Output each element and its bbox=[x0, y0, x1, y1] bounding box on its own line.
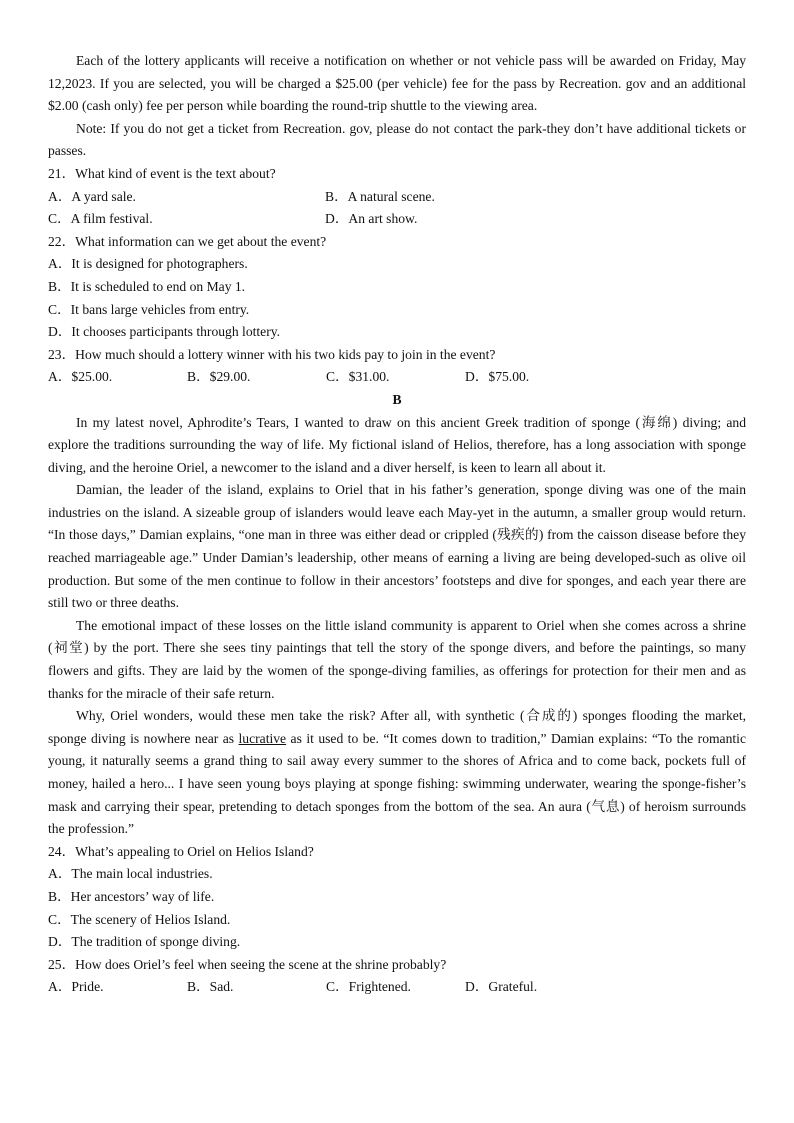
exam-page bbox=[48, 50, 746, 999]
passage-a-note: Note: If you do not get a ticket from Recreation. gov, please do not contact the park-they don’t have additional tickets or passes. bbox=[48, 120, 746, 159]
question-21-option-d: D．An art show. bbox=[325, 211, 418, 227]
question-22-option-d: D．It chooses participants through lottery. bbox=[48, 324, 281, 340]
passage-b-paragraph-4 bbox=[48, 705, 746, 841]
paragraph-4-text-before: Why, Oriel wonders, would these men take the risk? After all, with synthetic (合成的) sponges flooding the market, sponge diving is nowhere near as bbox=[48, 708, 746, 746]
question-23-option-a: A．$25.00. bbox=[48, 369, 113, 385]
question-23 bbox=[48, 344, 746, 389]
passage-b-paragraph-3: The emotional impact of these losses on the little island community is apparent to Oriel when she comes across a shrine (祠堂) by the port. There she sees tiny paintings that tell the story of the sponge divers, and before the paintings, so many flowers and gifts. They are laid by the women of the sponge-diving families, as offerings for protection for their men and as thanks for the miracle of their safe return. bbox=[48, 617, 746, 701]
question-22-option-b: B．It is scheduled to end on May 1. bbox=[48, 278, 246, 294]
section-b-heading: B bbox=[392, 391, 402, 407]
question-24-option-d: D．The tradition of sponge diving. bbox=[48, 934, 241, 950]
question-22-option-c: C．It bans large vehicles from entry. bbox=[48, 301, 250, 317]
question-23-option-c: C．$31.00. bbox=[326, 369, 390, 385]
question-25-stem: 25．How does Oriel’s feel when seeing the scene at the shrine probably? bbox=[48, 956, 447, 972]
passage-a-paragraph-1: Each of the lottery applicants will receive a notification on whether or not vehicle pass will be awarded on Friday, May 12,2023. If you are selected, you will be charged a $25.00 (per vehicle) fee for the pass by Recreation. gov and an additional $2.00 (cash only) fee per person while boarding the round-trip shuttle to the viewing area. bbox=[48, 53, 746, 114]
passage-b-paragraph-1: In my latest novel, Aphrodite’s Tears, I wanted to draw on this ancient Greek tradition of sponge (海绵) diving; and explore the traditions surrounding the way of life. My fictional island of Helios, therefore, has a long association with sponge diving, and the heroine Oriel, a newcomer to the island and a diver herself, is keen to learn all about it. bbox=[48, 414, 746, 475]
question-25-option-b: B．Sad. bbox=[187, 979, 234, 995]
question-24-option-b: B．Her ancestors’ way of life. bbox=[48, 888, 215, 904]
question-21 bbox=[48, 163, 746, 231]
passage-b-paragraph-2: Damian, the leader of the island, explains to Oriel that in his father’s generation, sponge diving was one of the main industries on the island. A sizeable group of islanders would leave each May-yet in the autumn, a smaller group would return. “In those days,” Damian explains, “one man in three was either dead or crippled (残疾的) from the caisson disease before they reached marriageable age.” Under Damian’s leadership, other means of earning a living are being developed-such as olive oil production. But some of the men continue to follow in their ancestors’ footsteps and dive for sponges, and each year there are still two or three deaths. bbox=[48, 482, 746, 611]
question-25-option-a: A．Pride. bbox=[48, 979, 104, 995]
question-22-option-a: A．It is designed for photographers. bbox=[48, 256, 248, 272]
question-23-option-b: B．$29.00. bbox=[187, 369, 251, 385]
question-24 bbox=[48, 841, 746, 954]
question-24-stem: 24．What’s appealing to Oriel on Helios Island? bbox=[48, 843, 314, 859]
question-21-option-c: C．A film festival. bbox=[48, 211, 153, 227]
question-22-stem: 22．What information can we get about the event? bbox=[48, 233, 327, 249]
question-23-stem: 23．How much should a lottery winner with his two kids pay to join in the event? bbox=[48, 346, 496, 362]
question-24-option-c: C．The scenery of Helios Island. bbox=[48, 911, 231, 927]
question-25-option-d: D．Grateful. bbox=[465, 979, 538, 995]
question-25 bbox=[48, 954, 746, 999]
question-21-stem: 21．What kind of event is the text about? bbox=[48, 165, 276, 181]
question-21-option-a: A．A yard sale. bbox=[48, 188, 136, 204]
underlined-word-lucrative: lucrative bbox=[238, 730, 287, 746]
question-24-option-a: A．The main local industries. bbox=[48, 866, 213, 882]
question-21-option-b: B．A natural scene. bbox=[325, 188, 435, 204]
question-22 bbox=[48, 231, 746, 344]
paragraph-4-text-after: as it used to be. “It comes down to tradition,” Damian explains: “To the romantic young, it naturally seems a grand thing to sail away every summer to the shores of Africa and to come back, pockets full of money, hailed a hero... I have seen young boys playing at sponge fishing: swimming underwater, wearing the sponge-fisher’s mask and carrying their spear, pretending to detach sponges from the bottom of the sea. An aura (气息) of heroism surrounds the profession.” bbox=[48, 730, 746, 837]
question-25-option-c: C．Frightened. bbox=[326, 979, 411, 995]
question-23-option-d: D．$75.00. bbox=[465, 369, 530, 385]
